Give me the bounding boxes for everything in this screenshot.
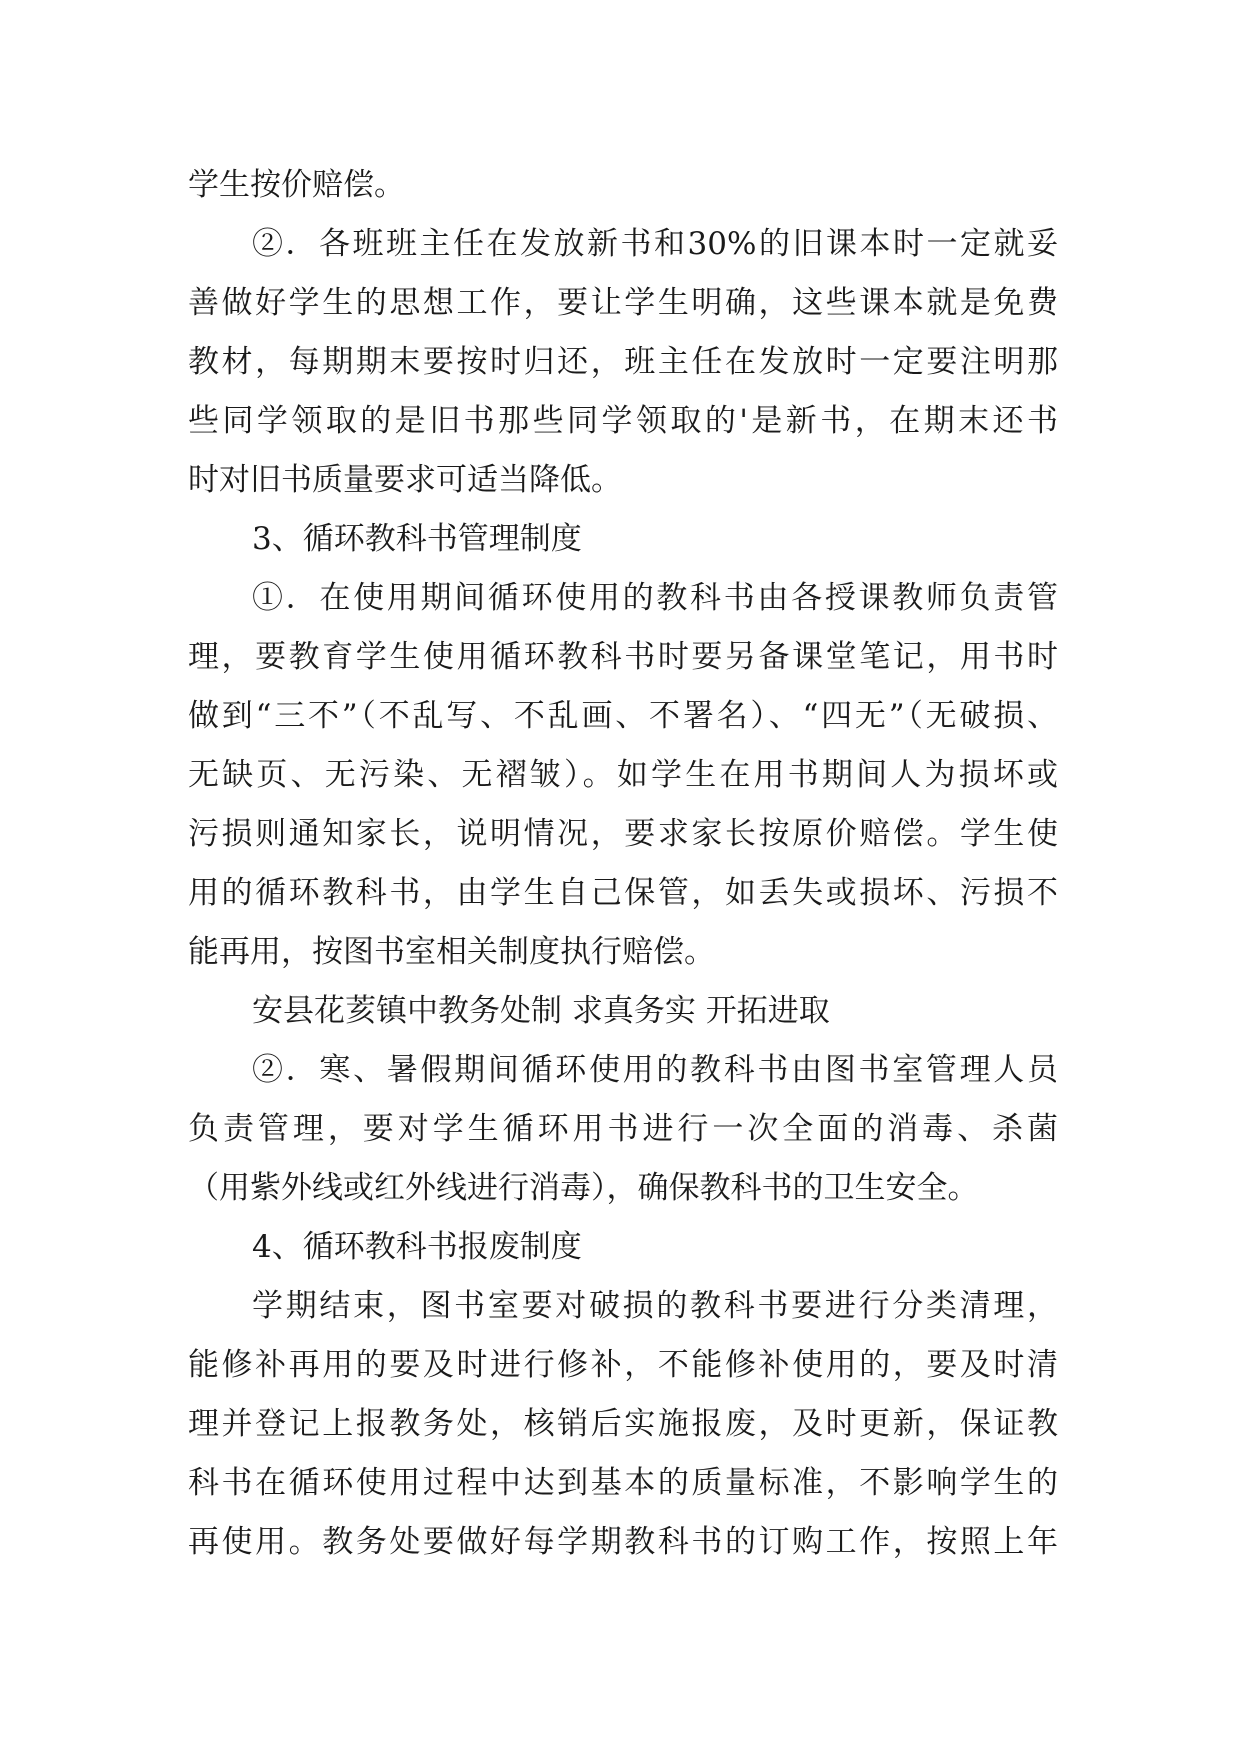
text-line: 理并登记上报教务处，核销后实施报废，及时更新，保证教	[188, 1406, 1058, 1442]
text-line: ②．寒、暑假期间循环使用的教科书由图书室管理人员	[252, 1052, 1058, 1088]
institution-motto: 安县花荄镇中教务处制 求真务实 开拓进取	[252, 993, 830, 1029]
text-line: ②．各班班主任在发放新书和30%的旧课本时一定就妥	[252, 226, 1058, 262]
text-line: 再使用。教务处要做好每学期教科书的订购工作，按照上年	[188, 1524, 1058, 1560]
section-heading: 3、循环教科书管理制度	[252, 521, 582, 557]
text-line: ①．在使用期间循环使用的教科书由各授课教师负责管	[252, 580, 1058, 616]
text-line: 学生按价赔偿。	[188, 167, 405, 203]
text-line: 时对旧书质量要求可适当降低。	[188, 462, 622, 498]
text-line: 学期结束，图书室要对破损的教科书要进行分类清理，	[252, 1288, 1058, 1324]
text-line: 用的循环教科书，由学生自己保管，如丢失或损坏、污损不	[188, 875, 1058, 911]
text-line: 能再用，按图书室相关制度执行赔偿。	[188, 934, 715, 970]
text-line: 污损则通知家长，说明情况，要求家长按原价赔偿。学生使	[188, 816, 1058, 852]
text-line: 些同学领取的是旧书那些同学领取的'是新书，在期末还书	[188, 403, 1058, 439]
document-body	[188, 156, 1058, 1572]
text-line: （用紫外线或红外线进行消毒），确保教科书的卫生安全。	[188, 1170, 979, 1206]
section-heading: 4、循环教科书报废制度	[252, 1229, 582, 1265]
text-line: 无缺页、无污染、无褶皱）。如学生在用书期间人为损坏或	[188, 757, 1058, 793]
text-line: 科书在循环使用过程中达到基本的质量标准，不影响学生的	[188, 1465, 1058, 1501]
text-line: 善做好学生的思想工作，要让学生明确，这些课本就是免费	[188, 285, 1058, 321]
text-line: 教材，每期期末要按时归还，班主任在发放时一定要注明那	[188, 344, 1058, 380]
text-line: 做到“三不”（不乱写、不乱画、不署名）、“四无”（无破损、	[188, 698, 1058, 734]
text-line: 理，要教育学生使用循环教科书时要另备课堂笔记，用书时	[188, 639, 1058, 675]
text-line: 负责管理，要对学生循环用书进行一次全面的消毒、杀菌	[188, 1111, 1058, 1147]
text-line: 能修补再用的要及时进行修补，不能修补使用的，要及时清	[188, 1347, 1058, 1383]
